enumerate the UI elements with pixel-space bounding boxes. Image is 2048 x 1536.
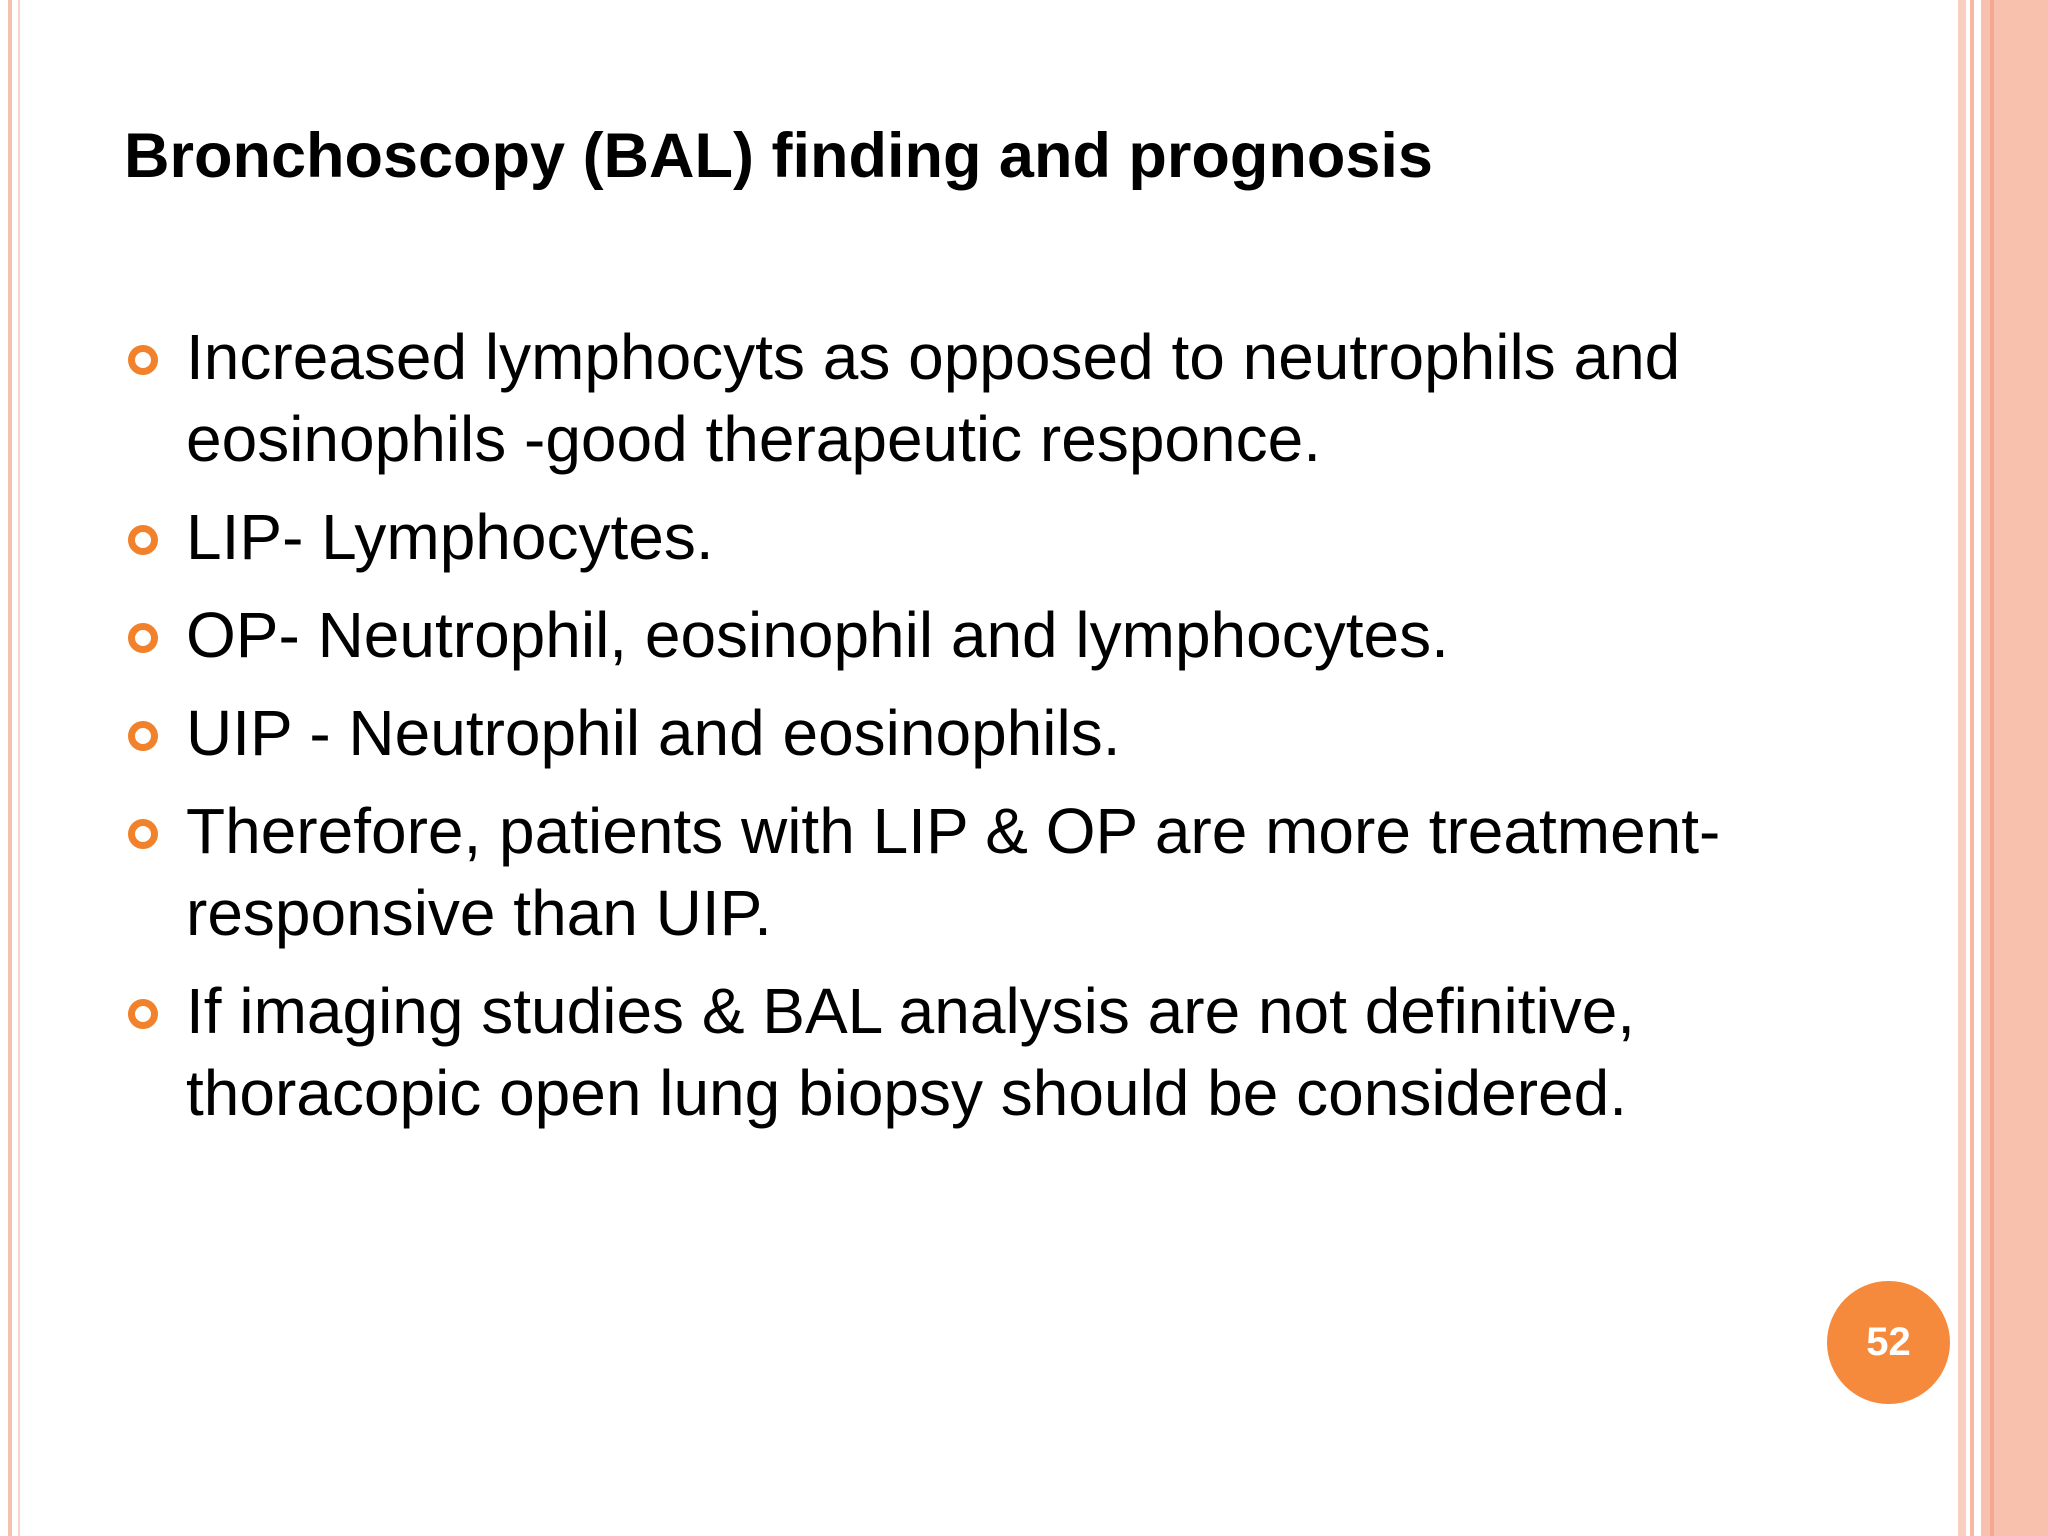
bullet-text: Increased lymphocyts as opposed to neutrophils and eosinophils -good therapeutic responce. — [186, 321, 1681, 475]
bullet-text: Therefore, patients with LIP & OP are more treatment-responsive than UIP. — [186, 795, 1721, 949]
bullet-text: If imaging studies & BAL analysis are not definitive, thoracopic open lung biopsy should be considered. — [186, 975, 1636, 1129]
bullet-text: OP- Neutrophil, eosinophil and lymphocytes. — [186, 599, 1449, 671]
bullet-item — [124, 970, 1864, 1134]
left-border-line-inner — [18, 0, 20, 1536]
bullet-text: LIP- Lymphocytes. — [186, 501, 714, 573]
bullet-text: UIP - Neutrophil and eosinophils. — [186, 697, 1121, 769]
right-border-line-accent — [1990, 0, 1994, 1536]
page-number-badge — [1827, 1281, 1950, 1404]
bullet-list — [124, 316, 1864, 1150]
bullet-item — [124, 316, 1864, 480]
slide-title: Bronchoscopy (BAL) finding and prognosis — [124, 121, 1433, 191]
bullet-ring-icon — [128, 345, 158, 375]
bullet-ring-icon — [128, 999, 158, 1029]
bullet-item — [124, 790, 1864, 954]
right-border-line — [1958, 0, 1966, 1536]
bullet-item — [124, 692, 1864, 774]
bullet-ring-icon — [128, 819, 158, 849]
bullet-ring-icon — [128, 525, 158, 555]
bullet-item — [124, 496, 1864, 578]
right-border-line-inner — [1970, 0, 1974, 1536]
left-border-line — [8, 0, 12, 1536]
bullet-item — [124, 594, 1864, 676]
bullet-ring-icon — [128, 623, 158, 653]
page-number: 52 — [1866, 1320, 1911, 1364]
bullet-ring-icon — [128, 721, 158, 751]
